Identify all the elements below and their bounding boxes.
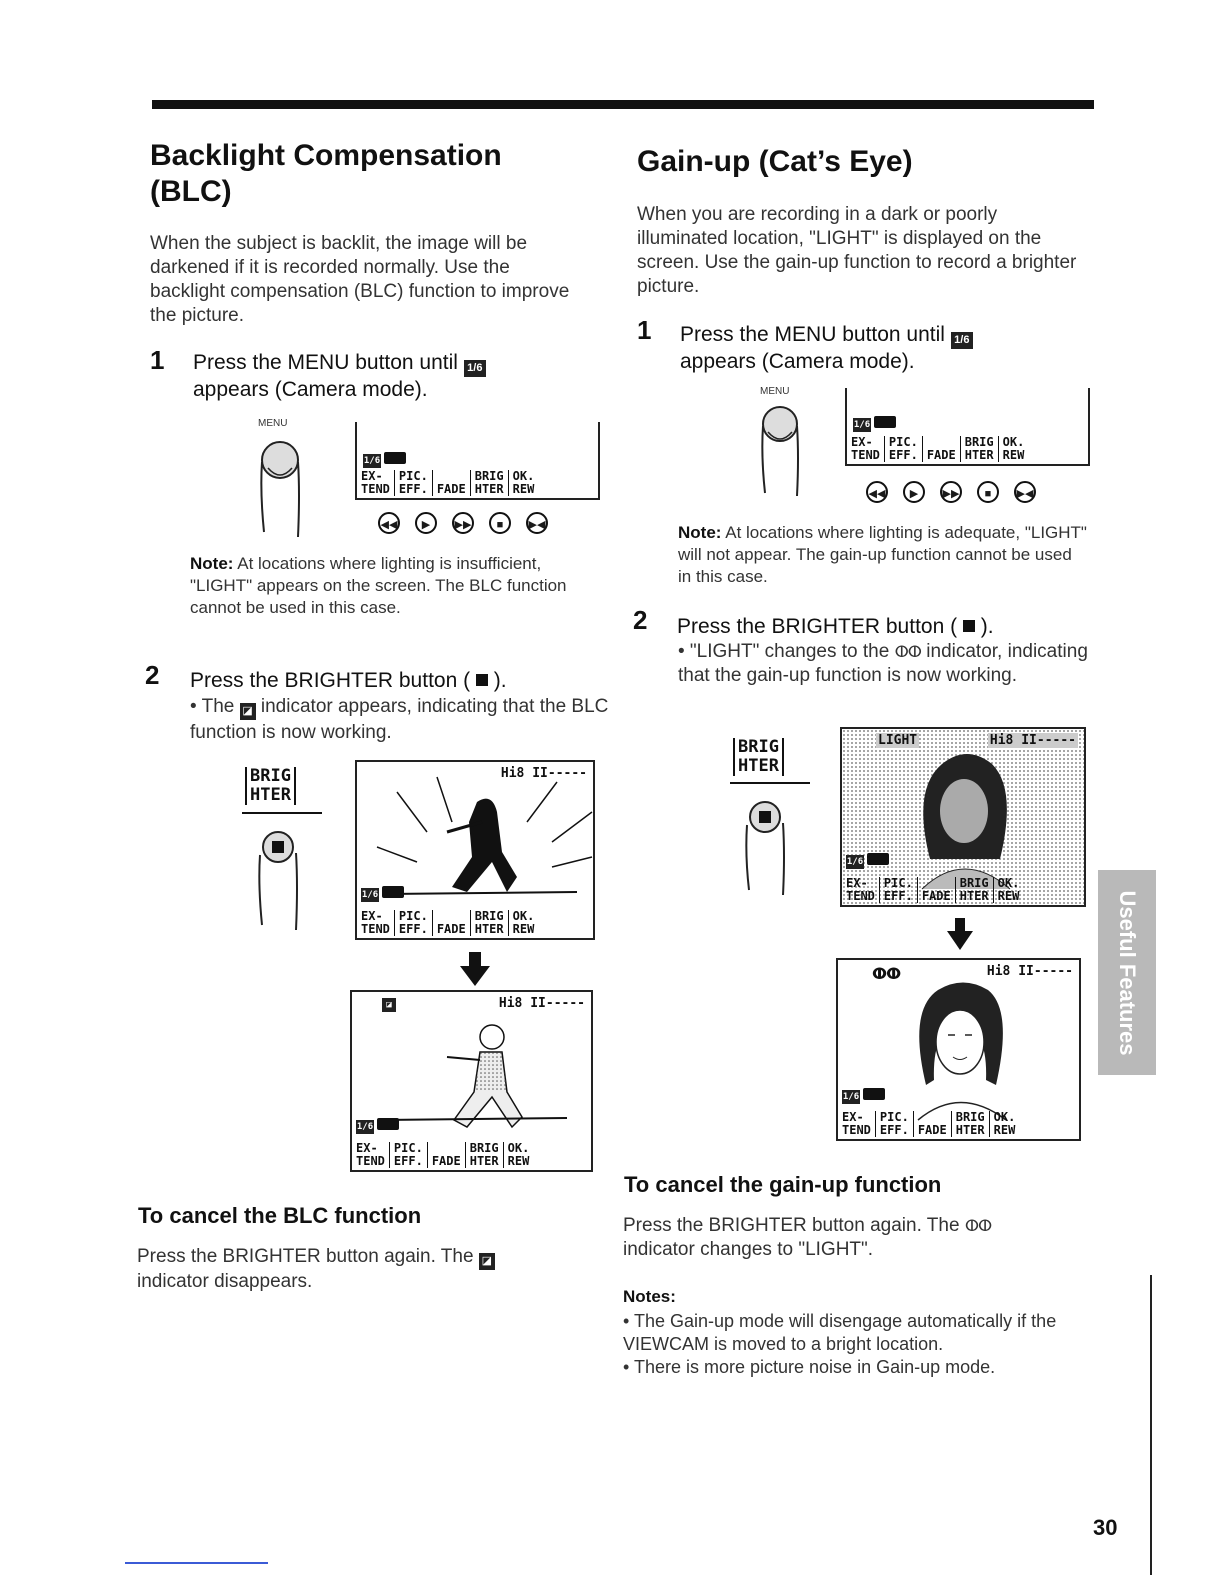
bottom-link-rule: [125, 1562, 268, 1564]
light-indicator: LIGHT: [878, 733, 918, 748]
hi8-indicator: Hi8 II-----: [498, 996, 585, 1011]
note-item: • The Gain-up mode will disengage automatically if the VIEWCAM is moved to a bright location.: [623, 1311, 1057, 1354]
note-item: • There is more picture noise in Gain-up mode.: [623, 1357, 996, 1377]
blc-step1-text-b: appears (Camera mode).: [193, 378, 428, 401]
brighter-button-label-left: BRIG HTER: [245, 767, 296, 805]
blc-cancel-text: Press the BRIGHTER button again. The ◪ indicator disappears.: [137, 1245, 577, 1294]
ff-button-icon: ▶▶: [452, 512, 474, 534]
lcd-skier-before: Hi8 II----- 1/6 EX- TEND PIC. EFF. FADE BRIG HTER OK. REW: [355, 760, 595, 940]
side-tab-useful-features: [1098, 870, 1156, 1075]
cats-eye-icon: ⵀⵀ: [894, 642, 921, 661]
blc-cancel-title: To cancel the BLC function: [138, 1203, 422, 1228]
blc-step1-number: 1: [150, 345, 165, 375]
finger-press-icon: [250, 825, 310, 935]
hi8-indicator: Hi8 II-----: [986, 964, 1073, 979]
page-number: 30: [1093, 1515, 1118, 1540]
gainup-step2-text: Press the BRIGHTER button ( ).: [677, 615, 994, 638]
camera-mode-icon: 1/6: [363, 456, 381, 466]
camera-mode-icon: 1/6: [951, 332, 973, 349]
top-rule: [152, 100, 1094, 109]
play-button-icon: ▶: [415, 512, 437, 534]
blc-indicator-icon: ◪: [479, 1253, 495, 1270]
page-edge-rule: [1150, 1275, 1152, 1575]
control-buttons-left: [378, 512, 563, 534]
blc-step1-text: [193, 350, 593, 403]
side-tab-label: Useful Features: [1115, 889, 1140, 1056]
divider: [242, 812, 322, 814]
section-title-blc: Backlight Compensation (BLC): [150, 139, 502, 208]
gainup-note: Note: At locations where lighting is adequate, "LIGHT" will not appear. The gain-up function cannot be used in this case.: [678, 523, 1087, 586]
battery-icon: [384, 452, 406, 464]
menu-label: MENU: [760, 386, 790, 397]
gainup-step2-number: 2: [633, 605, 648, 635]
blc-step2-bullet: • The ◪ indicator appears, indicating that the BLC function is now working.: [190, 696, 609, 743]
blc-step1-text-a: Press the MENU button until: [193, 351, 458, 374]
gainup-cancel-text: Press the BRIGHTER button again. The ⵀⵀ indicator changes to "LIGHT".: [623, 1215, 992, 1260]
lcd-skier-after: ◪ Hi8 II----- 1/6 EX- TEND PIC. EFF. FADE BRIG HTER OK. REW: [350, 990, 593, 1172]
notes-heading: Notes:: [623, 1287, 676, 1306]
gainup-cancel-title: To cancel the gain-up function: [624, 1172, 942, 1197]
lcd-menu-panel-left: [355, 422, 600, 500]
finger-press-icon: [737, 795, 797, 895]
notes-list: [623, 1310, 1073, 1379]
lcd-face-bright: ⵀⵀ Hi8 II----- 1/6 EX- TEND PIC. EFF. FADE BRIG HTER OK. REW: [836, 958, 1081, 1141]
blc-note: Note: At locations where lighting is insufficient, "LIGHT" appears on the screen. The BLC function cannot be used in this case.: [190, 554, 567, 617]
blc-step2-text: Press the BRIGHTER button ( ).: [190, 669, 507, 692]
section-title-gainup: Gain-up (Cat’s Eye): [637, 145, 913, 178]
gainup-intro: When you are recording in a dark or poorly illuminated location, "LIGHT" is displayed on the screen. Use the gain-up function to record a brighter picture.: [637, 204, 1077, 297]
hi8-indicator: Hi8 II-----: [500, 766, 587, 781]
gainup-step1-text: Press the MENU button until 1/6 appears (Camera mode).: [680, 322, 1080, 375]
blc-step2-number: 2: [145, 660, 160, 690]
blc-intro: When the subject is backlit, the image will be darkened if it is recorded normally. Use the backlight compensation (BLC) function to improve the picture.: [150, 233, 570, 326]
down-arrow-icon: [460, 952, 490, 986]
menu-label: MENU: [258, 418, 288, 429]
stop-button-icon: ■: [489, 512, 511, 534]
finger-press-icon: [250, 432, 320, 542]
cats-eye-icon: ⵀⵀ: [872, 964, 901, 983]
rewind-button-icon: ◀◀: [378, 512, 400, 534]
camera-mode-icon: 1/6: [464, 360, 486, 377]
blc-indicator-icon: ◪: [240, 703, 256, 720]
pause-button-icon: ▶◀: [526, 512, 548, 534]
lcd-menu-row: EX- TEND PIC. EFF. FADE BRIG HTER OK. REW: [361, 470, 594, 496]
divider: [730, 782, 810, 784]
lcd-face-dark: LIGHT Hi8 II----- 1/6 EX- TEND PIC. EFF. FADE BRIG HTER OK. REW: [840, 727, 1086, 907]
gainup-step1-number: 1: [637, 315, 652, 345]
brighter-button-label-right: BRIG HTER: [733, 738, 784, 776]
down-arrow-icon: [947, 918, 973, 950]
stop-square-icon: [963, 620, 975, 632]
control-buttons-right: ◀◀ ▶ ▶▶ ■ ▶◀: [866, 481, 1051, 503]
cats-eye-icon: ⵀⵀ: [964, 1216, 992, 1235]
finger-press-icon: [750, 398, 820, 498]
gainup-step2-bullet: • "LIGHT" changes to the ⵀⵀ indicator, indicating that the gain-up function is now working.: [678, 641, 1088, 686]
blc-indicator-icon: ◪: [382, 998, 396, 1012]
stop-square-icon: [476, 674, 488, 686]
lcd-menu-panel-right: 1/6 EX- TEND PIC. EFF. FADE BRIG HTER OK. REW: [845, 388, 1090, 466]
hi8-indicator: Hi8 II-----: [989, 733, 1076, 748]
